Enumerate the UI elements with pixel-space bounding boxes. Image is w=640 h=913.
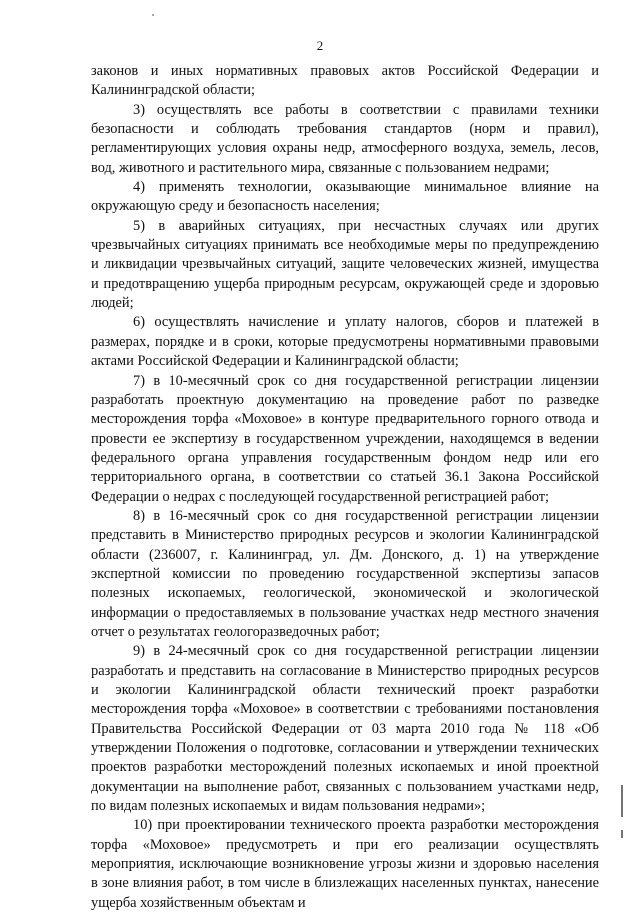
document-body <box>91 62 599 913</box>
scan-speck <box>152 14 154 16</box>
paragraph-item-3: 3) осуществлять все работы в соответствии с правилами техники безопасности и соблюдать требования стандартов (норм и правил), регламентирующих условия охраны недр, атмосферного воздуха, земель, лесов, вод, животного и растительного мира, связанные с пользованием недрами; <box>91 101 599 176</box>
paragraph-item-7: 7) в 10-месячный срок со дня государственной регистрации лицензии разработать проектную документацию на проведение работ по разведке месторождения торфа «Моховое» в контуре предварительного горного отвода и провести ее экспертизу в государственном учреждении, находящемся в ведении федерального органа управления государственным фондом недр или его территориального органа, в соответствии со статьей 36.1 Закона Российской Федерации о недрах с последующей государственной регистрацией работ; <box>91 372 599 505</box>
paragraph-item-5: 5) в аварийных ситуациях, при несчастных случаях или других чрезвычайных ситуациях принимать все необходимые меры по предупреждению и ликвидации чрезвычайных ситуаций, защите человеческих жизней, имущества и предотвращению ущерба природным ресурсам, окружающей среде и здоровью людей; <box>91 217 599 312</box>
paragraph-item-9: 9) в 24-месячный срок со дня государственной регистрации лицензии разработать и представить на согласование в Министерство природных ресурсов и экологии Калининградской области технический проект разработки месторождения торфа «Моховое» в соответствии с требованиями постановления Правительства Российской Федерации от 03 марта 2010 года № 118 «Об утверждении Положения о подготовке, согласовании и утверждении технических проектов разработки месторождений полезных ископаемых и иной проектной документации на выполнение работ, связанных с пользованием участками недр, по видам полезных ископаемых и видам пользования недрами»; <box>91 643 599 815</box>
paragraph-item-10: 10) при проектировании технического проекта разработки месторождения торфа «Моховое» предусмотреть и при его реализации осуществлять мероприятия, исключающие возникновение угрозы жизни и здоровью населения в зоне влияния работ, в том числе в близлежащих населенных пунктах, нанесение ущерба хозяйственным объектам и <box>91 817 599 911</box>
paragraph-item-6: 6) осуществлять начисление и уплату налогов, сборов и платежей в размерах, порядке и в сроки, которые предусмотрены нормативными правовыми актами Российской Федерации и Калининградской области; <box>91 314 599 370</box>
scan-edge-mark-small <box>621 830 623 838</box>
paragraph-continuation: законов и иных нормативных правовых актов Российской Федерации и Калининградской области; <box>91 63 599 99</box>
paragraph-item-8: 8) в 16-месячный срок со дня государственной регистрации лицензии представить в Министерство природных ресурсов и экологии Калининградской области (236007, г. Калининград, ул. Дм. Донского, д. 1) на утверждение экспертной комиссии по проведению государственной экспертизы запасов полезных ископаемых, геологической, экономической и экологической информации о предоставляемых в пользование участках недр местного значения отчет о результатах геологоразведочных работ; <box>91 507 599 640</box>
scan-edge-mark <box>621 785 623 817</box>
page-number: 2 <box>316 38 324 53</box>
paragraph-item-4: 4) применять технологии, оказывающие минимальное влияние на окружающую среду и безопасность населения; <box>91 179 599 215</box>
